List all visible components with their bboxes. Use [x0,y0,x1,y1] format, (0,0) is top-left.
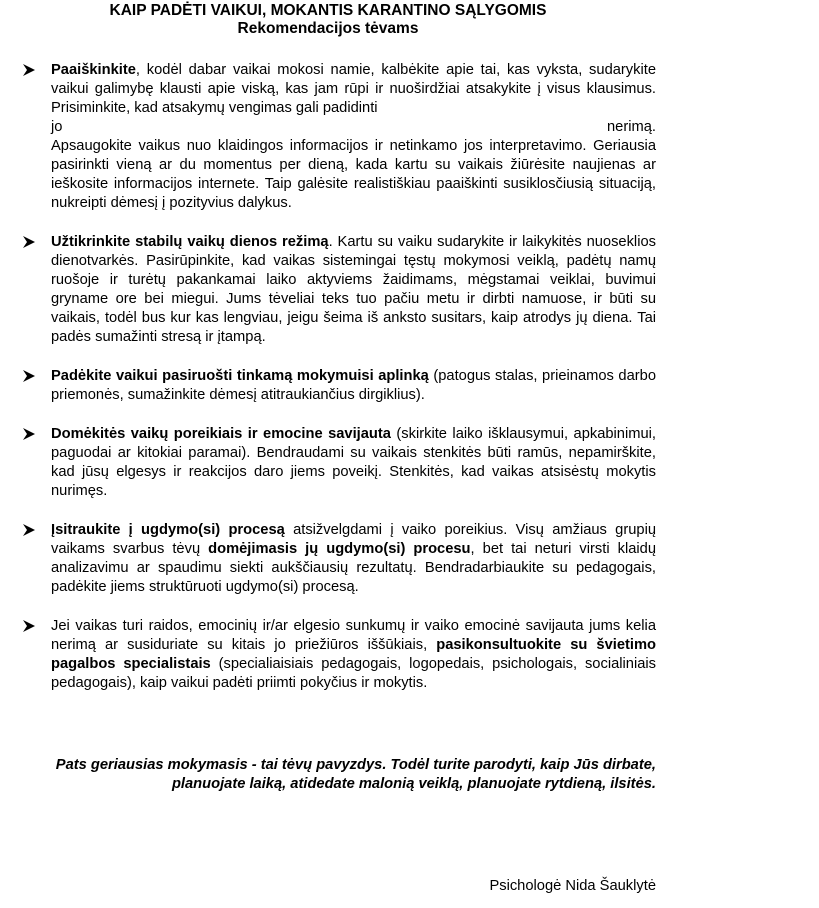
arrowhead-bullet-icon [22,235,36,249]
arrowhead-bullet-icon [22,427,36,441]
list-item [22,367,656,405]
item-bold-text: Paaiškinkite [51,62,136,78]
list-item [22,425,656,501]
item-paragraph [51,521,656,597]
item-paragraph [51,367,656,405]
arrowhead-bullet-icon [22,523,36,537]
item-bold-text: Įsitraukite į ugdymo(si) procesą [51,522,285,538]
item-text: . Kartu su vaiku sudarykite ir laikykitės nuoseklios dienotvarkės. Pasirūpinkite, kad vaikas sistemingai tęstų mokymosi veiklą, padėtų namų ruošoje ir turėtų pakankamai laiko aktyviems žaidimams, mėgstamai veiklai, buvimui gryname ore bei miegui. Jums tėveliai teks tuo pačiu metu ir dirbti namuose, ir būti su vaikais, todėl bus kur kas lengviau, jeigu šeima iš anksto susitars, kaip atrodys jų diena. Tai padės sumažinti stresą ir įtampą. [51,234,656,345]
justified-line [51,118,656,137]
item-text: (skirkite laiko išklausymui, apkabinimui, paguodai ar kitokiai paramai). Bendraudami su vaikais stenkitės būti ramūs, nepamirškite, kad jūsų elgesys ir reakcijos daro jiems poveikį. Stenkitės, kad vaikas atsisėstų mokytis nurimęs. [51,426,656,499]
item-paragraph [51,61,656,118]
recommendations-list [22,61,656,693]
item-bold-text: Užtikrinkite stabilų vaikų dienos režimą [51,234,329,250]
item-text: nerimą. [607,119,656,135]
document-title: KAIP PADĖTI VAIKUI, MOKANTIS KARANTINO SĄLYGOMIS [109,2,547,19]
item-paragraph [51,233,656,347]
arrowhead-bullet-icon [22,369,36,383]
item-text: jo [51,119,63,135]
item-text: , bet tai neturi virsti klaidų analizavimu ar spaudimu siekti aukščiausių rezultatų. Bendradarbiaukite su pedagogais, padėkite jiems struktūruoti ugdymo(si) procesą. [51,541,656,595]
item-bold-text: pasikonsultuokite su švietimo pagalbos specialistais [51,637,656,672]
item-text: atsižvelgdami į vaiko poreikius. Visų amžiaus grupių vaikams svarbus tėvų [51,522,656,557]
arrowhead-bullet-icon [22,619,36,633]
item-text: (specialiaisiais pedagogais, logopedais, psichologais, socialiniais pedagogais), kaip vaikui padėti priimti pokyčius ir mokytis. [51,656,656,691]
arrowhead-bullet-icon [22,63,36,77]
closing-statement: Pats geriausias mokymasis - tai tėvų pavyzdys. Todėl turite parodyti, kaip Jūs dirbate, planuojate laiką, atidedate malonią veiklą, planuojate rytdieną, ilsitės. [55,757,656,792]
item-text: (patogus stalas, prieinamos darbo priemonės, sumažinkite dėmesį atitraukiančius dirgiklius). [51,368,656,403]
list-item [22,233,656,347]
list-item [22,521,656,597]
item-bold-text: domėjimasis jų ugdymo(si) procesu [208,541,471,557]
item-bold-text: Domėkitės vaikų poreikiais ir emocine savijauta [51,426,391,442]
author-signature: Psichologė Nida Šauklytė [489,878,656,894]
item-bold-text: Padėkite vaikui pasiruošti tinkamą mokymuisi aplinką [51,368,429,384]
item-text: , kodėl dabar vaikai mokosi namie, kalbėkite apie tai, kas vyksta, sudarykite vaikui galimybę klausti apie viską, kas jam rūpi ir nuoširdžiai atsakykite į visus klausimus. Prisiminkite, kad atsakymų vengimas gali padidinti [51,62,656,116]
document-subtitle: Rekomendacijos tėvams [237,20,419,37]
list-item [22,617,656,693]
item-paragraph [51,617,656,693]
item-text: Apsaugokite vaikus nuo klaidingos informacijos ir netinkamo jos interpretavimo. Geriausia pasirinkti vieną ar du momentus per dieną, kada kartu su vaikais žiūrėsite naujienas ar ieškosite informacijos internete. Taip galėsite realistiškiau paaiškinti susiklosčiusią situaciją, nukreipti dėmesį į pozityvius dalykus. [51,138,656,211]
item-paragraph [51,425,656,501]
list-item [22,61,656,213]
item-text: Jei vaikas turi raidos, emocinių ir/ar elgesio sunkumų ir vaiko emocinė savijauta jums kelia nerimą ar susiduriate su kitais jo priežiūros iššūkiais, [51,618,656,653]
